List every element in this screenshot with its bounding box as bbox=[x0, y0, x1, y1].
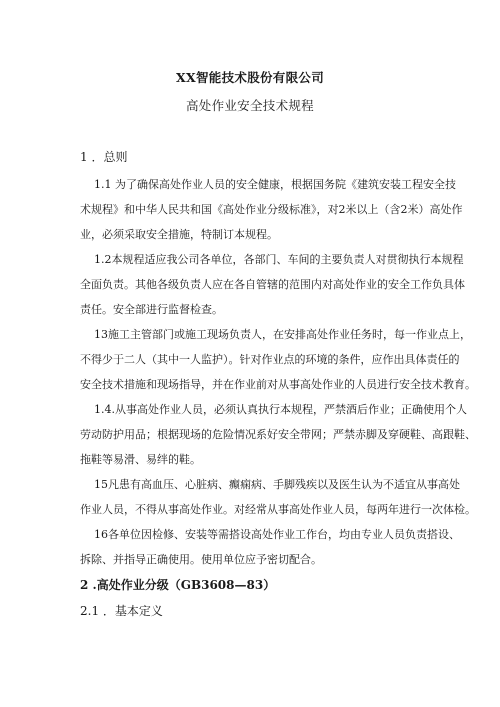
paragraph-line: 1.1 为了确保高处作业人员的安全健康，根据国务院《建筑安装工程安全技 bbox=[94, 178, 456, 191]
document-title: 高处作业安全技术规程 bbox=[185, 98, 314, 113]
paragraph-line: 术规程》和中华人民共和国《高处作业分级标准》，对2米以上（含2米）高处作 bbox=[80, 203, 463, 216]
paragraph-line: 1.2本规程适应我公司各单位，各部门、车间的主要负责人对贯彻执行本规程 bbox=[94, 253, 464, 266]
paragraph-1-2 bbox=[80, 247, 465, 322]
paragraph-line: 1.4.从事高处作业人员，必须认真执行本规程，严禁酒后作业；正确使用个人 bbox=[94, 403, 467, 416]
paragraph-line: 全面负责。其他各级负责人应在各自管辖的范围内对高处作业的安全工作负具体 bbox=[80, 278, 465, 291]
paragraph-line: 拆除、并指导正确使用。使用单位应予密切配合。 bbox=[80, 553, 322, 566]
paragraph-line: 安全技术措施和现场指导，并在作业前对从事高处作业的人员进行安全技术教育。 bbox=[80, 378, 476, 391]
section-1-heading: 1 ．总则 bbox=[80, 150, 128, 164]
paragraph-1-4 bbox=[80, 397, 476, 472]
paragraph-line: 作业人员，不得从事高处作业。对经常从事高处作业人员，每两年进行一次体检。 bbox=[80, 503, 476, 516]
paragraph-line: 拖鞋等易滑、易绊的鞋。 bbox=[80, 453, 201, 466]
section-2-heading: 2 .高处作业分级（GB3608—83） bbox=[80, 578, 276, 592]
paragraph-1-5 bbox=[80, 472, 476, 522]
paragraph-line: 劳动防护用品；根据现场的危险情况系好安全带网；严禁赤脚及穿硬鞋、高跟鞋、 bbox=[80, 428, 476, 441]
paragraph-1-6 bbox=[80, 522, 460, 572]
paragraph-line: 15凡患有高血压、心脏病、癫痫病、手脚残疾以及医生认为不适宜从事高处 bbox=[94, 478, 460, 491]
paragraph-1-3 bbox=[80, 322, 476, 397]
paragraph-line: 业，必须采取安全措施，特制订本规程。 bbox=[80, 228, 278, 241]
paragraph-1-1 bbox=[80, 172, 463, 247]
paragraph-line: 16各单位因检修、安装等需搭设高处作业工作台，均由专业人员负责搭设、 bbox=[94, 528, 460, 541]
company-name: XX智能技术股份有限公司 bbox=[176, 70, 324, 85]
paragraph-line: 不得少于二人（其中一人监护）。针对作业点的环境的条件，应作出具体责任的 bbox=[80, 353, 460, 366]
section-2-1-heading: 2.1 ．基本定义 bbox=[80, 604, 163, 618]
paragraph-line: 责任。安全部进行监督检查。 bbox=[80, 303, 223, 316]
paragraph-line: 13施工主管部门或施工现场负责人，在安排高处作业任务时，每一作业点上， bbox=[94, 328, 471, 341]
